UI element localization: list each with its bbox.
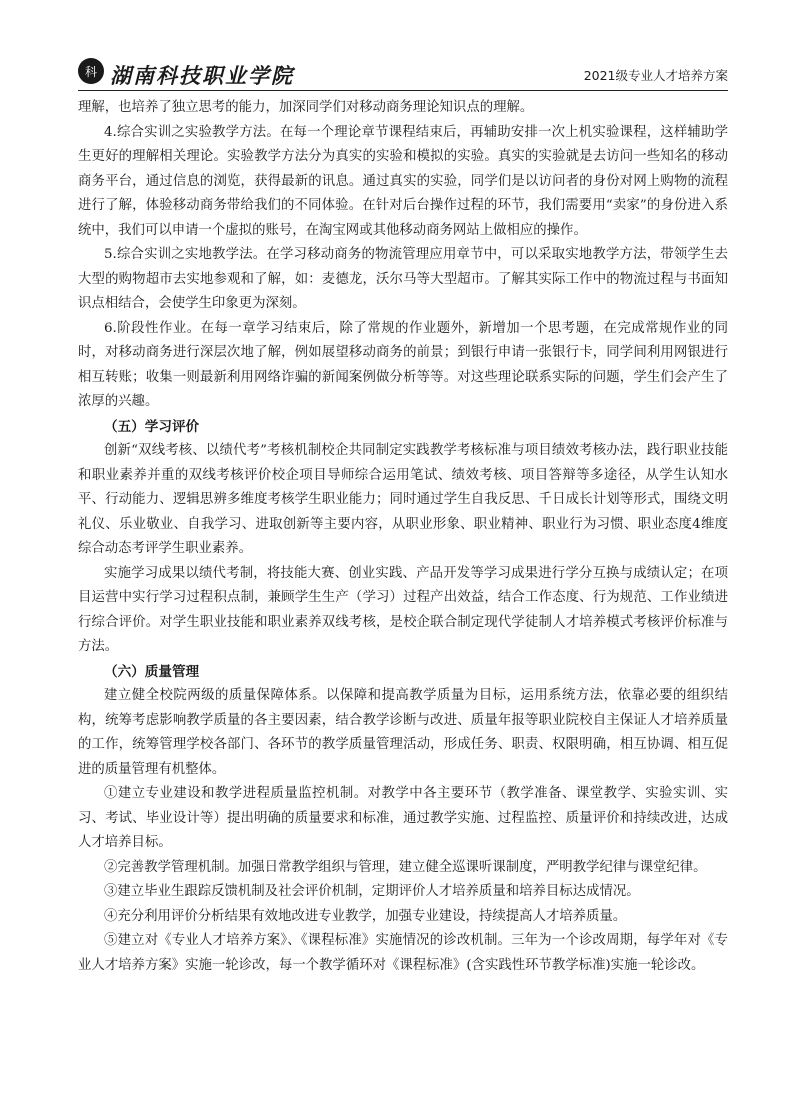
document-title: 2021级专业人才培养方案: [583, 68, 728, 83]
school-logo-text: 湖南科技职业学院: [110, 63, 294, 88]
paragraph-item-4: 4.综合实训之实验教学方法。在每一个理论章节课程结束后，再辅助安排一次上机实验课程，这样辅助学生更好的理解相关理论。实验教学方法分为真实的实验和模拟的实验。真实的实验就是去访问一些知名的移动商务平台，通过信息的浏览，获得最新的讯息。通过真实的实验，同学们是以访问者的身份对网上购物的流程进行了解，体验移动商务带给我们的不同体验。在针对后台操作过程的环节，我们需要用“卖家”的身份进入系统中，我们可以申请一个虚拟的账号，在淘宝网或其他移动商务网站上做相应的操作。: [78, 124, 728, 238]
section-heading-learning-evaluation: （五）学习评价: [104, 418, 200, 435]
section-heading-quality-management: （六）质量管理: [104, 663, 200, 680]
paragraph-quality-item-4: ④充分利用评价分析结果有效地改进专业教学，加强专业建设，持续提高人才培养质量。: [104, 908, 627, 924]
page-body: [78, 96, 728, 978]
paragraph-continued: 理解，也培养了独立思考的能力，加深同学们对移动商务理论知识点的理解。: [78, 100, 534, 115]
paragraph-quality-item-3: ③建立毕业生跟踪反馈机制及社会评价机制，定期评价人才培养质量和培养目标达成情况。: [104, 884, 640, 899]
paragraph-evaluation-1: 创新“双线考核、以绩代考”考核机制校企共同制定实践教学考核标准与项目绩效考核办法，践行职业技能和职业素养并重的双线考核评价校企项目导师综合运用笔试、绩效考核、项目答辩等多途径，从学生认知水平、行动能力、逻辑思辨多维度考核学生职业能力；同时通过学生自我反思、千日成长计划等形式，围绕文明礼仪、乐业敬业、自我学习、进取创新等主要内容，从职业形象、职业精神、职业行为习惯、职业态度4维度综合动态考评学生职业素养。: [78, 443, 728, 556]
school-logo-icon: 科: [78, 58, 104, 84]
paragraph-item-6: 6.阶段性作业。在每一章学习结束后，除了常规的作业题外，新增加一个思考题，在完成常规作业的同时，对移动商务进行深层次地了解，例如展望移动商务的前景；到银行申请一张银行卡，同学间利用网银进行相互转账；收集一则最新利用网络诈骗的新闻案例做分析等等。对这些理论联系实际的问题，学生们会产生了浓厚的兴趣。: [78, 320, 728, 409]
paragraph-quality-item-5: ⑤建立对《专业人才培养方案》、《课程标准》实施情况的诊改机制。三年为一个诊改周期，每学年对《专业人才培养方案》实施一轮诊改，每一个教学循环对《课程标准》(含实践性环节教学标准)实施一轮诊改。: [78, 933, 728, 973]
paragraph-quality-item-1: ①建立专业建设和教学进程质量监控机制。对教学中各主要环节（教学准备、课堂教学、实验实训、实习、考试、毕业设计等）提出明确的质量要求和标准，通过教学实施、过程监控、质量评价和持续改进，达成人才培养目标。: [78, 786, 728, 850]
paragraph-evaluation-2: 实施学习成果以绩代考制，将技能大赛、创业实践、产品开发等学习成果进行学分互换与成绩认定；在项目运营中实行学习过程积点制，兼顾学生生产（学习）过程产出效益，结合工作态度、行为规范、工作业绩进行综合评价。对学生职业技能和职业素养双线考核，是校企联合制定现代学徒制人才培养模式考核评价标准与方法。: [78, 565, 728, 654]
page-header: [78, 56, 728, 91]
paragraph-item-5: 5.综合实训之实地教学法。在学习移动商务的物流管理应用章节中，可以采取实地教学方法，带领学生去大型的购物超市去实地参观和了解，如：麦德龙，沃尔马等大型超市。了解其实际工作中的物流过程与书面知识点相结合，会使学生印象更为深刻。: [78, 247, 728, 311]
paragraph-quality-intro: 建立健全校院两级的质量保障体系。以保障和提高教学质量为目标，运用系统方法，依靠必要的组织结构，统筹考虑影响教学质量的各主要因素，结合教学诊断与改进、质量年报等职业院校自主保证人才培养质量的工作，统筹管理学校各部门、各环节的教学质量管理活动，形成任务、职责、权限明确，相互协调、相互促进的质量管理有机整体。: [78, 688, 728, 777]
paragraph-quality-item-2: ②完善教学管理机制。加强日常教学组织与管理，建立健全巡课听课制度，严明教学纪律与课堂纪律。: [104, 859, 707, 875]
